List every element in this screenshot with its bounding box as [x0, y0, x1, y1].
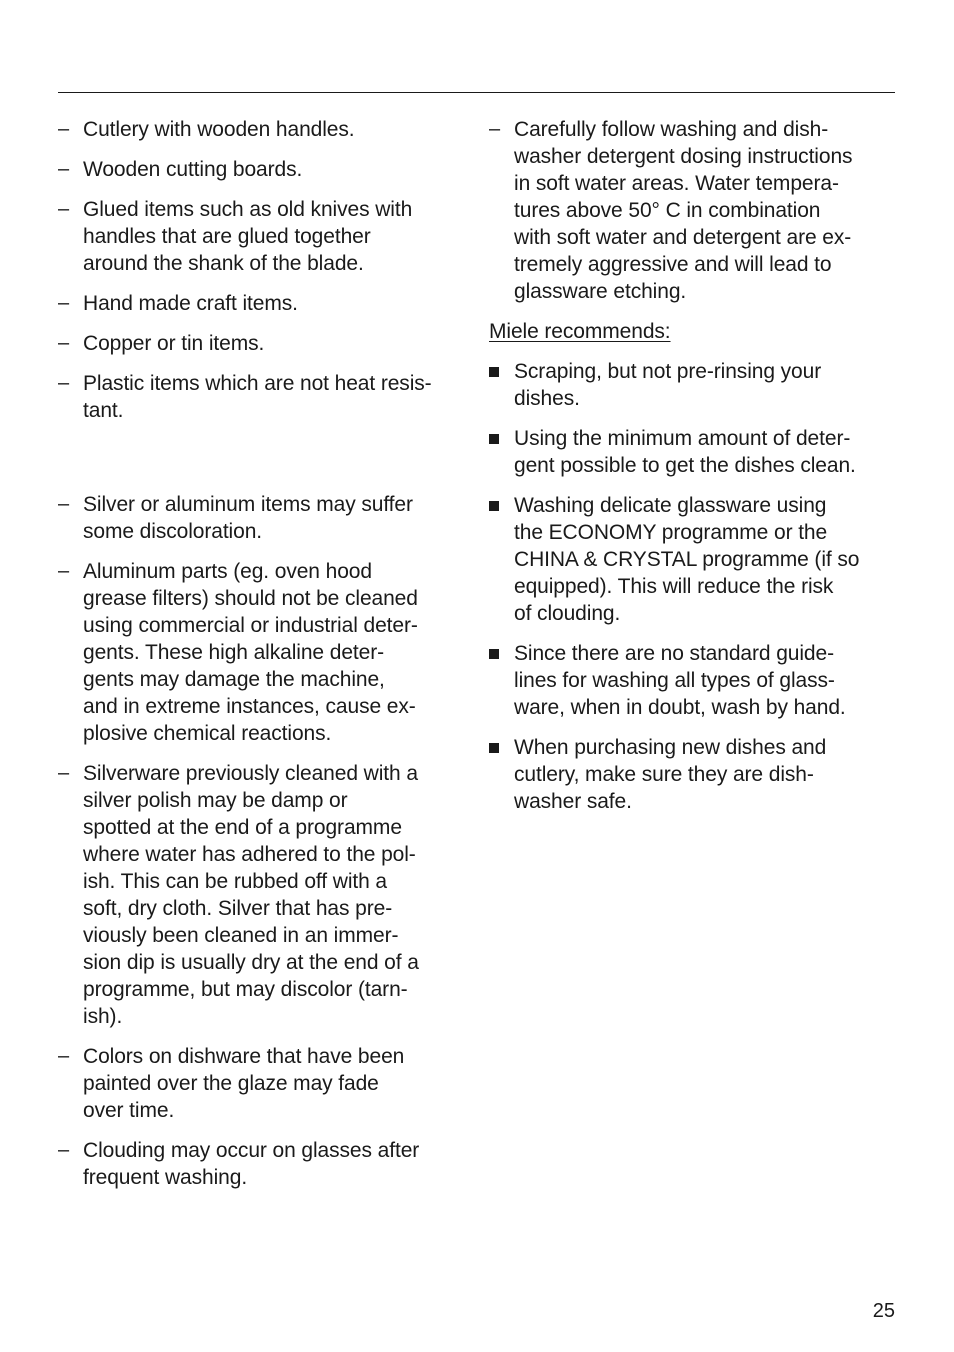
list-item-text: Hand made craft items.: [83, 292, 298, 315]
dash-bullet: –: [58, 560, 70, 582]
list-item: [58, 1137, 468, 1191]
dash-bullet: –: [58, 1045, 70, 1067]
recommendation-item: [489, 358, 899, 412]
list-item: [58, 491, 468, 545]
list-item: [58, 330, 468, 357]
recommendation-item: [489, 425, 899, 479]
list-item: [58, 156, 468, 183]
list-item: [489, 116, 899, 305]
list-item: [58, 370, 468, 424]
list-item: [58, 290, 468, 317]
list-item: [58, 196, 468, 277]
left-list-group-one: [58, 116, 468, 424]
dash-bullet: –: [58, 198, 70, 220]
section-gap: [58, 437, 468, 491]
list-item-text: Silverware previously cleaned with a silver polish may be damp or spotted at the end of a programme where water has adhered to the pol- ish. This can be rubbed off with a soft, dry cloth. Silver that has pre- viously been cleaned in an immer- sion dip is usually dry at the end of a programme, but may discolor (tarn- ish).: [83, 762, 419, 1028]
square-bullet-icon: [489, 743, 499, 753]
dash-bullet: –: [58, 292, 70, 314]
list-item-text: Silver or aluminum items may suffer some discoloration.: [83, 493, 413, 543]
top-rule: [58, 92, 895, 93]
recommendation-text: Since there are no standard guide- lines for washing all types of glass- ware, when in doubt, wash by hand.: [514, 642, 846, 719]
square-bullet-icon: [489, 367, 499, 377]
list-item-text: Glued items such as old knives with handles that are glued together around the shank of the blade.: [83, 198, 413, 275]
page-number: 25: [872, 1300, 895, 1322]
dash-bullet: –: [58, 158, 70, 180]
list-item: [58, 1043, 468, 1124]
recommendations-list: [489, 358, 899, 815]
recommendation-item: [489, 734, 899, 815]
recommendation-text: Washing delicate glassware using the ECONOMY programme or the CHINA & CRYSTAL programme (if so equipped). This will reduce the risk of clouding.: [514, 494, 860, 625]
left-column: [58, 116, 468, 1204]
list-item-text: Colors on dishware that have been painted over the glaze may fade over time.: [83, 1045, 405, 1122]
dash-bullet: –: [58, 762, 70, 784]
recommendation-text: Using the minimum amount of deter- gent possible to get the dishes clean.: [514, 427, 856, 477]
square-bullet-icon: [489, 649, 499, 659]
recommendations-heading: Miele recommends:: [489, 320, 671, 343]
list-item: [58, 116, 468, 143]
dash-bullet: –: [58, 372, 70, 394]
list-item-text: Copper or tin items.: [83, 332, 265, 355]
list-item-text: Carefully follow washing and dish- washer detergent dosing instructions in soft water areas. Water tempera- tures above 50° C in combination with soft water and detergent are ex- tremely aggressive and will lead to glassware etching.: [514, 118, 853, 303]
list-item-text: Clouding may occur on glasses after frequent washing.: [83, 1139, 420, 1189]
square-bullet-icon: [489, 434, 499, 444]
dash-bullet: –: [58, 493, 70, 515]
left-list-group-two: [58, 491, 468, 1191]
list-item-text: Wooden cutting boards.: [83, 158, 303, 181]
list-item-text: Plastic items which are not heat resis- tant.: [83, 372, 432, 422]
recommendation-text: Scraping, but not pre-rinsing your dishes.: [514, 360, 822, 410]
right-column: [489, 116, 899, 828]
recommendation-item: [489, 640, 899, 721]
recommendation-text: When purchasing new dishes and cutlery, make sure they are dish- washer safe.: [514, 736, 827, 813]
recommendation-item: [489, 492, 899, 627]
dash-bullet: –: [58, 118, 70, 140]
dash-bullet: –: [489, 118, 501, 140]
list-item-text: Cutlery with wooden handles.: [83, 118, 355, 141]
square-bullet-icon: [489, 501, 499, 511]
list-item-text: Aluminum parts (eg. oven hood grease filters) should not be cleaned using commercial or industrial deter- gents. These high alkaline deter- gents may damage the machine, and in extreme instances, cause ex- plosive chemical reactions.: [83, 560, 418, 745]
dash-bullet: –: [58, 332, 70, 354]
list-item: [58, 760, 468, 1030]
dash-bullet: –: [58, 1139, 70, 1161]
list-item: [58, 558, 468, 747]
